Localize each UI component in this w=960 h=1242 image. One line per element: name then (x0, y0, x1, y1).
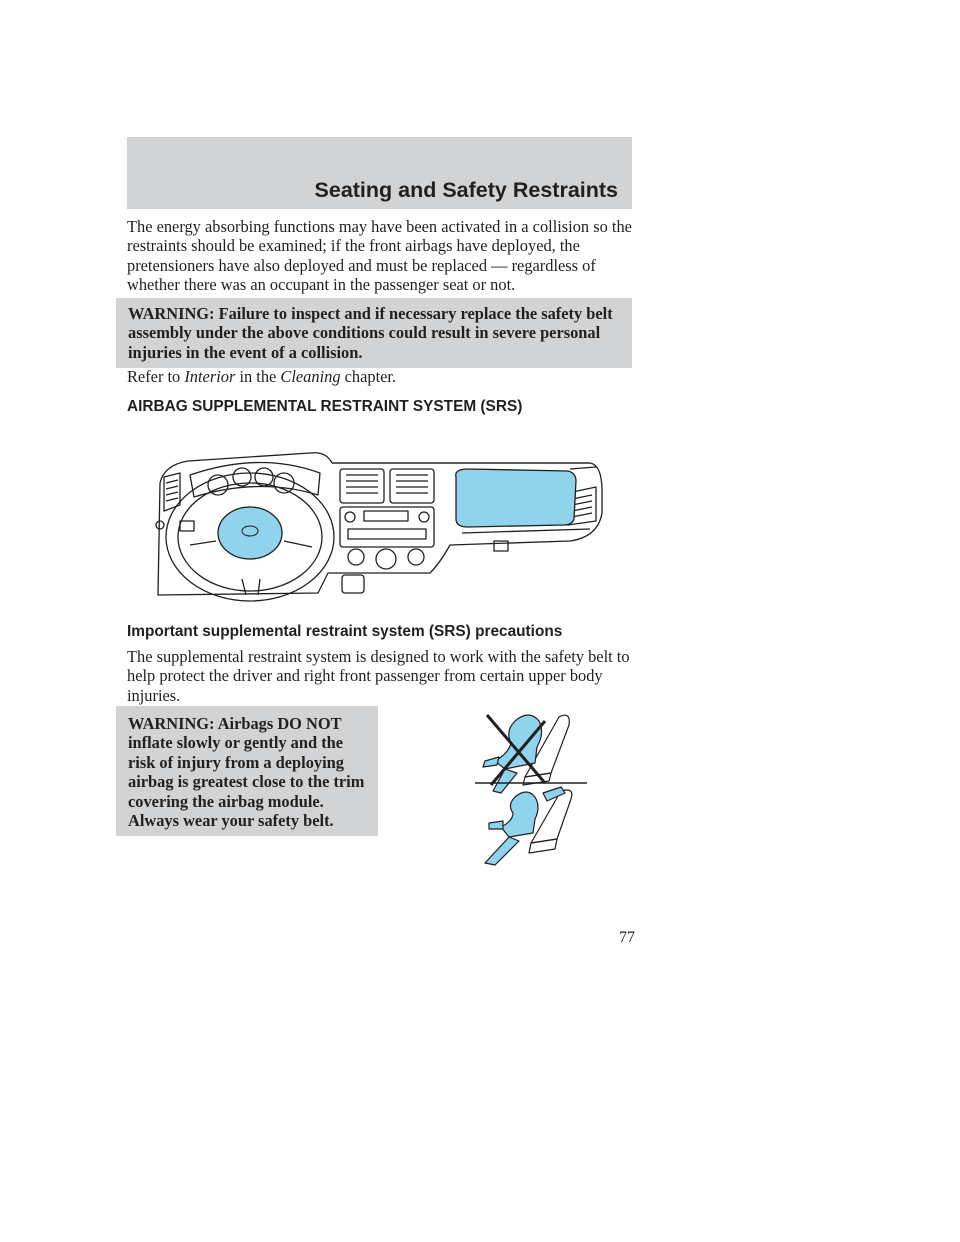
driver-airbag-highlight (218, 507, 282, 559)
passenger-airbag-highlight (456, 469, 576, 527)
precautions-subheading: Important supplemental restraint system (SRS) precautions (127, 623, 563, 640)
intro-paragraph: The energy absorbing functions may have been activated in a collision so the restraints should be examined; if the front airbags have deployed, the pretensioners have also deployed and must be replaced — regardless of whether there was an occupant in the passenger seat or not. (127, 217, 632, 295)
warning-box-inspection (116, 298, 632, 368)
warning-text-airbag: WARNING: Airbags DO NOT inflate slowly or gently and the risk of injury from a deploying airbag is greatest close to the trim covering the airbag module. Always wear your safety belt. (128, 714, 365, 831)
chapter-title: Seating and Safety Restraints (314, 178, 618, 202)
cross-reference (127, 367, 396, 387)
occupant-position-illustration (465, 703, 590, 868)
ref-interior-link: Interior (184, 367, 236, 386)
ref-prefix: Refer to (127, 367, 185, 386)
chapter-header-band (127, 137, 632, 209)
section-heading: AIRBAG SUPPLEMENTAL RESTRAINT SYSTEM (SRS) (127, 398, 523, 415)
page-number: 77 (619, 929, 635, 946)
warning-box-airbag (116, 706, 378, 836)
srs-paragraph: The supplemental restraint system is designed to work with the safety belt to help protect the driver and right front passenger from certain upper body injuries. (127, 647, 630, 705)
dashboard-airbag-illustration (150, 433, 610, 615)
ref-cleaning-link: Cleaning (280, 367, 341, 386)
ref-middle: in the (235, 367, 281, 386)
warning-text-inspection: WARNING: Failure to inspect and if necessary replace the safety belt assembly under the above conditions could result in severe personal injuries in the event of a collision. (128, 304, 613, 362)
ref-suffix: chapter. (340, 367, 397, 386)
